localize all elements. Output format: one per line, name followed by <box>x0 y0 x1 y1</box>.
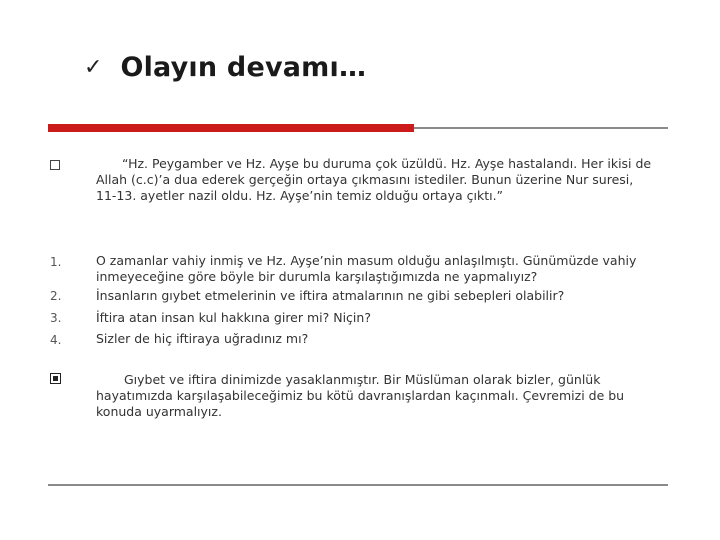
conclusion-paragraph: Gıybet ve iftira dinimizde yasaklanmıştır. Bir Müslüman olarak bizler, günlük hayatımızda karşılaşabileceğimiz bu kötü davranışlardan kaçınmalı. Çevremizi de bu konuda uyarmalıyız. <box>96 372 625 419</box>
question-text: Sizler de hiç iftiraya uğradınız mı? <box>96 331 309 346</box>
question-number: 2. <box>50 289 62 303</box>
solid-square-bullet-icon <box>50 373 61 384</box>
question-number: 1. <box>50 255 62 269</box>
story-paragraph: “Hz. Peygamber ve Hz. Ayşe bu duruma çok üzüldü. Hz. Ayşe hastalandı. Her ikisi de Allah (c.c)’a dua ederek gerçeğin ortaya çıkmasını istediler. Bunun üzerine Nur suresi, 11-13. ayetler nazil oldu. Hz. Ayşe’nin temiz olduğu ortaya çıktı.” <box>96 156 652 203</box>
question-text: İnsanların gıybet etmelerinin ve iftira atmalarının ne gibi sebepleri olabilir? <box>96 288 565 303</box>
question-text: İftira atan insan kul hakkına girer mi? Niçin? <box>96 310 371 325</box>
top-divider <box>48 124 668 132</box>
question-number: 3. <box>50 311 62 325</box>
hollow-square-bullet-icon <box>50 160 60 170</box>
top-divider-red-bar <box>48 124 414 132</box>
title-row <box>84 52 366 83</box>
checkmark-icon: ✓ <box>84 55 103 80</box>
question-number: 4. <box>50 333 62 347</box>
bottom-divider <box>48 484 668 486</box>
top-divider-gray-line <box>414 127 668 129</box>
slide-title: Olayın devamı… <box>120 52 367 83</box>
question-text: O zamanlar vahiy inmiş ve Hz. Ayşe’nin masum olduğu anlaşılmıştı. Günümüzde vahiy inmeyeceğine göre böyle bir durumla karşılaştığımızda ne yapmalıyız? <box>96 253 637 284</box>
